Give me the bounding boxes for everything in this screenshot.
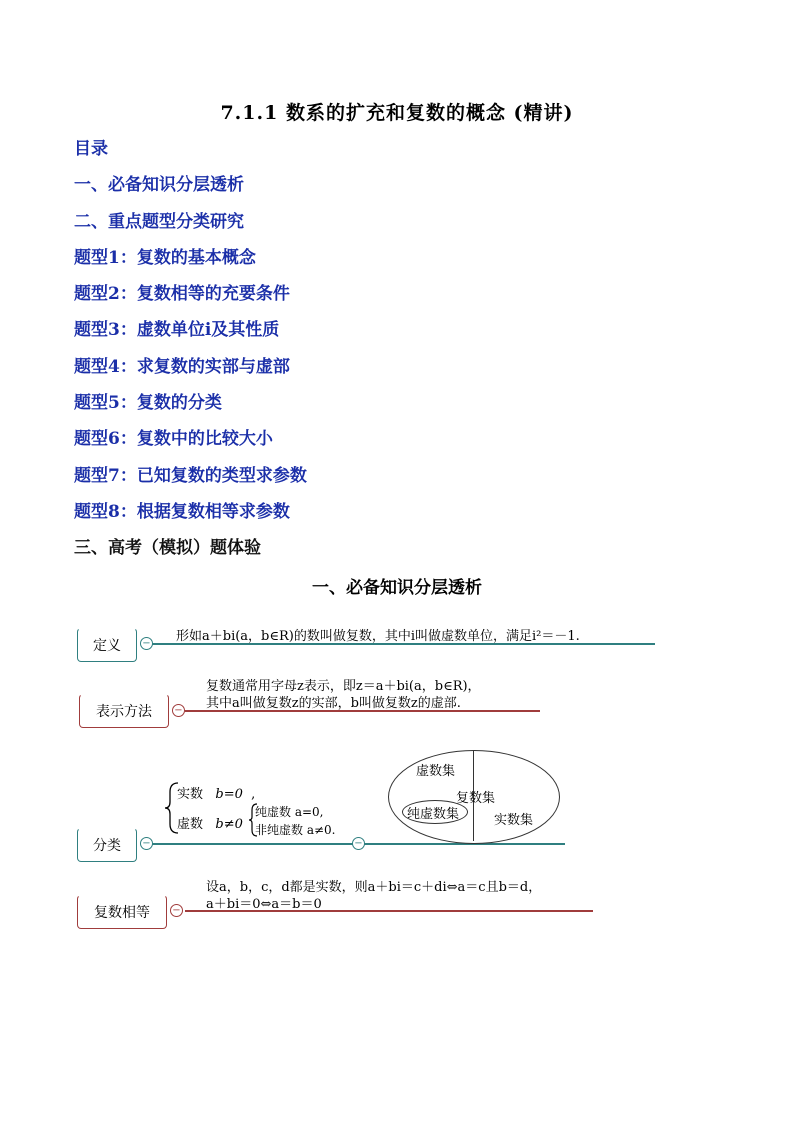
definition-text: 形如a＋bi(a，b∈R)的数叫做复数，其中i叫做虚数单位，满足i²＝－1. <box>176 629 580 644</box>
collapse-icon[interactable]: − <box>140 637 153 650</box>
definition-node <box>77 628 137 662</box>
toc-item[interactable]: 题型7：已知复数的类型求参数 <box>74 465 307 486</box>
toc-item[interactable]: 三、高考（模拟）题体验 <box>74 538 261 559</box>
page-title: 7.1.1 数系的扩充和复数的概念 (精讲) <box>220 102 574 124</box>
imaginary-set-label: 虚数集 <box>416 764 456 779</box>
toc-item[interactable]: 题型1：复数的基本概念 <box>74 247 256 268</box>
real-number-label: 实数 b=0 , <box>177 787 256 802</box>
equality-node <box>77 895 167 929</box>
toc-item[interactable]: 题型8：根据复数相等求参数 <box>74 501 290 522</box>
table-of-contents <box>74 136 307 572</box>
imaginary-number-label: 虚数 b≠0 <box>177 817 243 832</box>
equality-label: 复数相等 <box>94 905 150 921</box>
collapse-icon[interactable]: − <box>172 704 185 717</box>
non-pure-imaginary-label: 非纯虚数 a≠0. <box>255 823 336 837</box>
toc-item[interactable]: 题型6：复数中的比较大小 <box>74 429 273 450</box>
pure-imaginary-label: 纯虚数 a=0, <box>255 805 324 819</box>
representation-line-2: 其中a叫做复数z的实部，b叫做复数z的虚部. <box>206 696 461 711</box>
collapse-icon[interactable]: − <box>352 837 365 850</box>
toc-item[interactable]: 二、重点题型分类研究 <box>74 211 244 232</box>
representation-node <box>79 694 169 728</box>
real-set-label: 实数集 <box>494 813 534 828</box>
representation-label: 表示方法 <box>96 704 152 720</box>
toc-item[interactable]: 题型5：复数的分类 <box>74 393 222 414</box>
toc-item[interactable]: 题型4：求复数的实部与虚部 <box>74 356 290 377</box>
equality-line-2: a＋bi＝0⇔a＝b＝0 <box>206 897 322 912</box>
representation-line-1: 复数通常用字母z表示，即z＝a＋bi(a，b∈R)， <box>206 679 481 694</box>
classification-node <box>77 828 137 862</box>
collapse-icon[interactable]: − <box>140 837 153 850</box>
toc-item[interactable]: 一、必备知识分层透析 <box>74 175 244 196</box>
complex-set-label: 复数集 <box>456 791 496 806</box>
collapse-icon[interactable]: − <box>170 904 183 917</box>
toc-item[interactable]: 目录 <box>74 139 108 159</box>
toc-item[interactable]: 题型2：复数相等的充要条件 <box>74 284 290 305</box>
classification-label: 分类 <box>93 838 121 854</box>
section-heading: 一、必备知识分层透析 <box>312 578 482 598</box>
pure-imaginary-set-label: 纯虚数集 <box>407 807 460 822</box>
definition-label: 定义 <box>93 638 121 654</box>
toc-item[interactable]: 题型3：虚数单位i及其性质 <box>74 320 280 341</box>
equality-line-1: 设a，b，c，d都是实数，则a＋bi＝c＋di⇔a＝c且b＝d， <box>206 880 542 895</box>
